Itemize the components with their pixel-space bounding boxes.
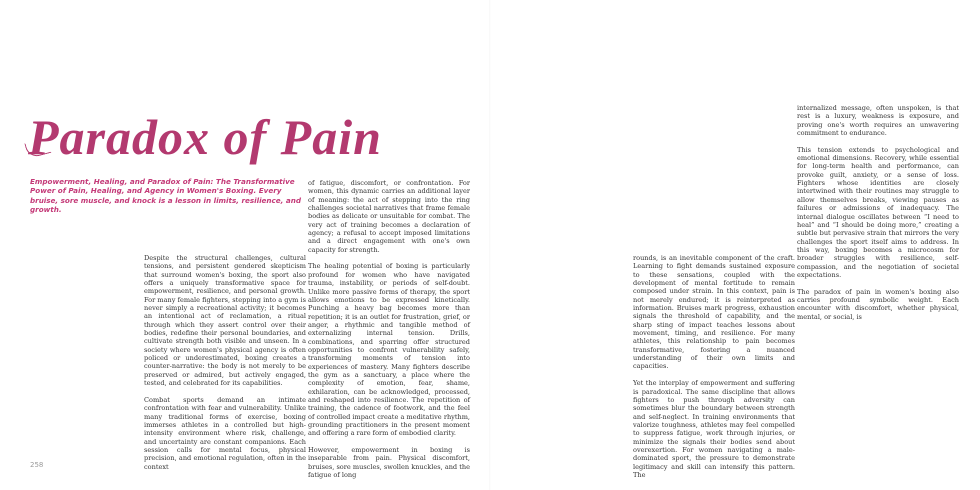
paragraph: of fatigue, discomfort, or confrontation. For women, this dynamic carries an additional layer of meaning: the act of stepping into the ring challenges societal narratives that frame female bodies as delicate or unsuitable for combat. The very act of training becomes a declaration of agency; a refusal to accept imposed limitations and a direct engagement with one's own capacity for strength. (308, 179, 470, 254)
paragraph: rounds, is an inevitable component of the craft. Learning to fight demands sustained exposure to these sensations, coupled with the development of mental fortitude to remain composed under strain. In this context, pain is not merely endured; it is reinterpreted as information. Bruises mark progress, exhaustion signals the threshold of capability, and the sharp sting of impact teaches lessons about movement, timing, and resilience. For many athletes, this relationship to pain becomes transformative, fostering a nuanced understanding of their own limits and capacities. (633, 254, 795, 371)
paragraph: internalized message, often unspoken, is that rest is a luxury, weakness is exposure, and proving one's worth requires an unwavering commitment to endurance. (797, 104, 959, 138)
paragraph: However, empowerment in boxing is inseparable from pain. Physical discomfort, bruises, sore muscles, swollen knuckles, and the fatigue of long (308, 446, 470, 480)
text-column-2 (308, 179, 470, 488)
paragraph: This tension extends to psychological and emotional dimensions. Recovery, while essential for long-term health and performance, can provoke guilt, anxiety, or a sense of loss. Fighters whose identities are closely intertwined with their routines may struggle to allow themselves breaks, viewing pauses as failures or admissions of inadequacy. The internal dialogue oscillates between “I need to heal” and “I should be doing more,” creating a subtle but pervasive strain that mirrors the very challenges the sport itself aims to address. In this way, boxing becomes a microcosm for broader struggles with resilience, self-compassion, and the negotiation of societal expectations. (797, 145, 959, 279)
article-title (28, 109, 382, 165)
text-column-1 (144, 254, 306, 479)
paragraph: Combat sports demand an intimate confrontation with fear and vulnerability. Unlike many traditional forms of exercise, boxing immerses athletes in a controlled but high-intensity environment where risk, challenge, and uncertainty are constant companions. Each session calls for mental focus, physical precision, and emotional regulation, often in the context (144, 395, 306, 471)
text-column-4 (797, 104, 959, 329)
paragraph: The healing potential of boxing is particularly profound for women who have navigated trauma, instability, or periods of self-doubt. Unlike more passive forms of therapy, the sport allows emotions to be expressed kinetically. Punching a heavy bag becomes more than repetition; it is an outlet for frustration, grief, or anger, a rhythmic and tangible method of externalizing internal tension. Drills, combinations, and sparring offer structured opportunities to confront vulnerability safely, transforming moments of tension into experiences of mastery. Many fighters describe the gym as a sanctuary, a place where the complexity of emotion, fear, shame, exhilaration, can be acknowledged, processed, and reshaped into resilience. The repetition of training, the cadence of footwork, and the feel of controlled impact create a meditative rhythm, grounding practitioners in the present moment and offering a rare form of embodied clarity. (308, 262, 470, 438)
page-gutter (489, 0, 491, 490)
article-title-text: Paradox of Pain (28, 109, 382, 165)
article-subtitle: Empowerment, Healing, and Paradox of Pain: The Transformative Power of Pain, Healing, and Agency in Women's Boxing. Every bruise, sore muscle, and knock is a lesson in limits, resilience, and growth. (30, 177, 302, 214)
paragraph: Yet the interplay of empowerment and suffering is paradoxical. The same discipline that allows fighters to push through adversity can sometimes blur the boundary between strength and self-neglect. In training environments that valorize toughness, athletes may feel compelled to suppress fatigue, work through injuries, or minimize the signals their bodies send about overexertion. For women navigating a male-dominated sport, the pressure to demonstrate legitimacy and skill can intensify this pattern. The (633, 379, 795, 479)
paragraph: The paradox of pain in women's boxing also carries profound symbolic weight. Each encounter with discomfort, whether physical, mental, or social, is (797, 287, 959, 321)
paragraph: Despite the structural challenges, cultural tensions, and persistent gendered skepticism that surround women's boxing, the sport also offers a uniquely transformative space for empowerment, resilience, and personal growth. For many female fighters, stepping into a gym is never simply a recreational activity; it becomes an intentional act of reclamation, a ritual through which they assert control over their bodies, redefine their personal boundaries, and cultivate strength both visible and unseen. In a society where women's physical agency is often policed or underestimated, boxing creates a counter-narrative: the body is not merely to be preserved or admired, but actively engaged, tested, and celebrated for its capabilities. (144, 254, 306, 388)
page-number: 258 (30, 461, 44, 469)
text-column-3 (633, 254, 795, 488)
